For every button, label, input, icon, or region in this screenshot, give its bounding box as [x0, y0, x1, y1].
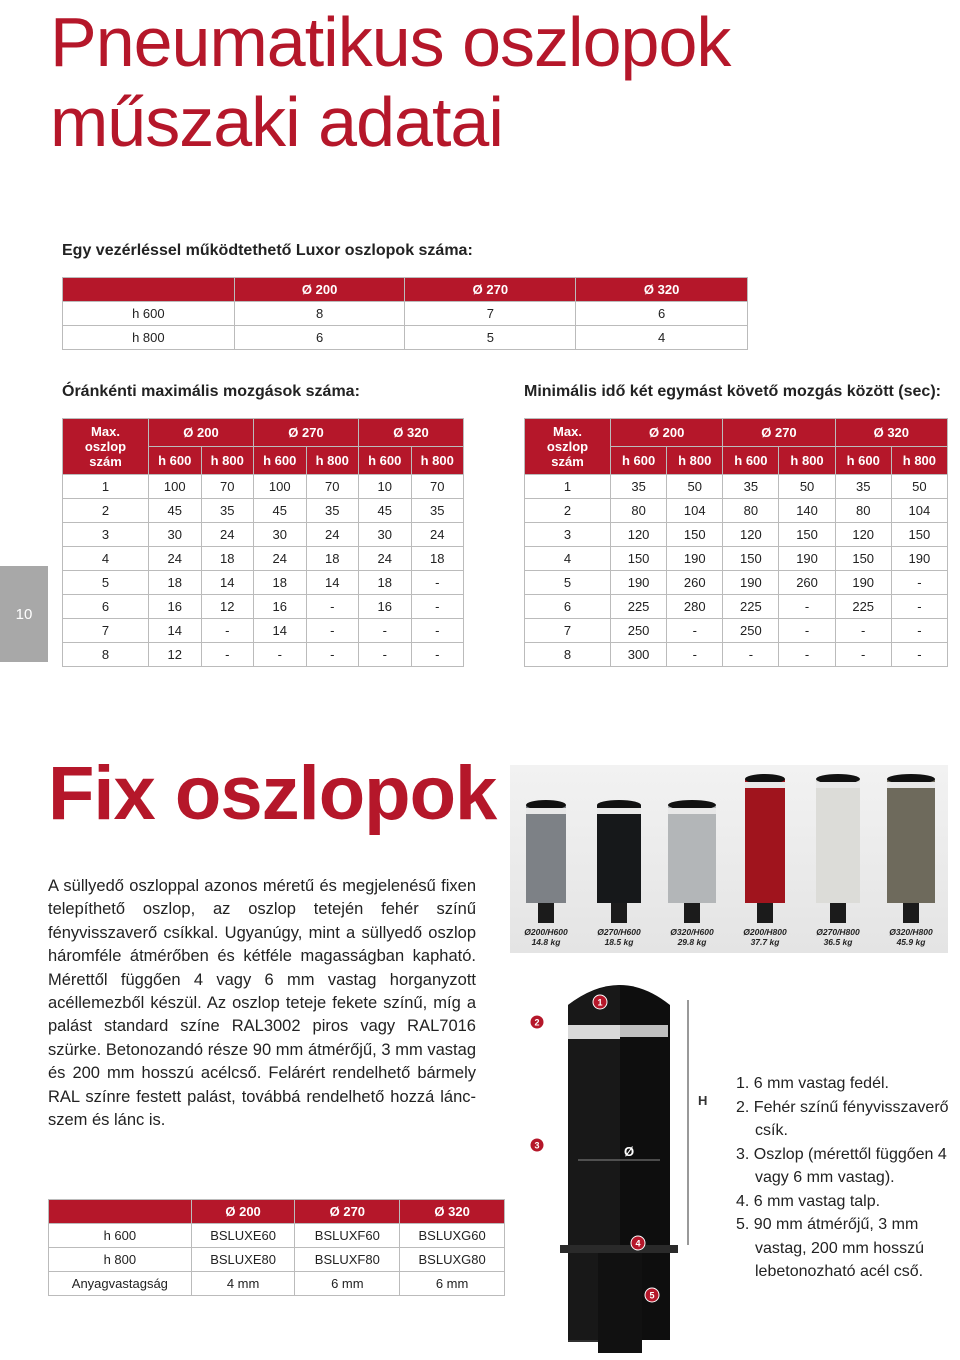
- table-cell: 6: [234, 326, 405, 350]
- bollard-model-3: [668, 800, 716, 947]
- table-cell: 225: [835, 595, 891, 619]
- bollard-cutaway-diagram: [520, 970, 730, 1355]
- table-cell: 5: [405, 326, 576, 350]
- table-cell: 8: [525, 643, 611, 667]
- table-cell: 35: [611, 475, 667, 499]
- height-header: h 800: [891, 447, 947, 475]
- table-row: [525, 547, 948, 571]
- table-cell: 24: [149, 547, 202, 571]
- table-cell: 120: [723, 523, 779, 547]
- bollard-model-4: [743, 774, 787, 947]
- list-item: 4. 6 mm vastag talp.: [736, 1192, 881, 1210]
- weight-label: 37.7 kg: [750, 937, 780, 947]
- table-cell: 3: [63, 523, 149, 547]
- table-cell: 150: [835, 547, 891, 571]
- corner-line: oszlop: [84, 439, 127, 454]
- header-cell: Ø 200: [191, 1200, 295, 1224]
- table-row: [525, 619, 948, 643]
- table-cell: 225: [611, 595, 667, 619]
- table-row: [63, 643, 464, 667]
- table-cell: 5: [63, 571, 149, 595]
- anchor-pipe: [538, 903, 554, 923]
- weight-label: 36.5 kg: [823, 937, 853, 947]
- table-cell: 7: [525, 619, 611, 643]
- table-cell: 3: [525, 523, 611, 547]
- weight-label: 14.8 kg: [531, 937, 561, 947]
- min-interval-table: [524, 418, 948, 667]
- bollard-models-image: [510, 765, 948, 953]
- page-title-line-1: Pneumatikus oszlopok: [50, 3, 731, 81]
- model-label: Ø200/H600: [524, 927, 568, 937]
- corner-line: szám: [89, 454, 122, 469]
- table-header-row: [525, 419, 948, 447]
- corner-header: [63, 419, 149, 475]
- table-cell: -: [359, 619, 412, 643]
- page-number: 10: [15, 605, 33, 623]
- page-title: [50, 2, 730, 162]
- reflective-stripe: [887, 782, 935, 788]
- marker-1-label: 1: [597, 997, 603, 1008]
- weight-label: 18.5 kg: [604, 937, 634, 947]
- marker-4: [631, 1236, 645, 1250]
- diameter-header: Ø 270: [254, 419, 359, 447]
- table-cell: 6 mm: [400, 1272, 505, 1296]
- table-cell: Anyagvastagság: [49, 1272, 192, 1296]
- table-cell: 140: [779, 499, 835, 523]
- reflective-stripe: [668, 808, 716, 814]
- table-row: [49, 1248, 505, 1272]
- reflective-stripe: [745, 782, 785, 788]
- table-cell: 18: [254, 571, 307, 595]
- height-header: h 800: [306, 447, 359, 475]
- table-row: [63, 326, 748, 350]
- table-cell: BSLUXG60: [400, 1224, 505, 1248]
- table-row: [525, 643, 948, 667]
- table-row: [63, 475, 464, 499]
- header-cell: Ø 270: [405, 278, 576, 302]
- table-cell: 50: [891, 475, 947, 499]
- table-cell: 50: [667, 475, 723, 499]
- table2-heading: Óránkénti maximális mozgások száma:: [62, 383, 360, 400]
- table-row: [63, 499, 464, 523]
- table-cell: 1: [525, 475, 611, 499]
- bollard-body: [526, 805, 566, 903]
- table-cell: 12: [149, 643, 202, 667]
- table1-heading: Egy vezérléssel működtethető Luxor oszlopok száma:: [62, 242, 473, 259]
- header-cell: Ø 200: [234, 278, 405, 302]
- table-cell: 150: [611, 547, 667, 571]
- table-cell: 16: [149, 595, 202, 619]
- table-row: [525, 523, 948, 547]
- model-label: Ø320/H800: [889, 927, 933, 937]
- table-cell: BSLUXE60: [191, 1224, 295, 1248]
- table-cell: 14: [306, 571, 359, 595]
- list-item: 2. Fehér színű fényvisszaverő csík.: [736, 1098, 949, 1139]
- marker-5-label: 5: [649, 1290, 655, 1301]
- model-label: Ø270/H600: [597, 927, 641, 937]
- table-cell: 16: [359, 595, 412, 619]
- table-cell: 4: [576, 326, 748, 350]
- table-cell: 18: [359, 571, 412, 595]
- table-cell: -: [411, 571, 464, 595]
- model-label: Ø200/H800: [743, 927, 787, 937]
- table-cell: 4 mm: [191, 1272, 295, 1296]
- fix-description: A süllyedő oszloppal azonos méretű és megjelenésű fixen telepíthető oszlop, az oszlop tetején fehér színű fényvisszaverő csíkkal. Ugyanúgy, mint a süllyedő oszlop háromféle átmérőben és kétféle magasságban kapható. Mérettől függően 4 vagy 6 mm vastag horganyzott acéllemezből készül. Az oszlop teteje fekete színű, míg a palást standard színe RAL3002 piros vagy RAL7016 szürke. Betonozandó része 90 mm átmérőjű, 3 mm vastag és 200 mm hosszú acélcső. Felárért rendelhető bármely RAL színre festett palást, továbbá rendelhető hozzá láncszem és lánc is.: [48, 877, 476, 1130]
- page-number-tab: [0, 566, 48, 662]
- table-cell: 100: [254, 475, 307, 499]
- marker-5: [645, 1288, 659, 1302]
- table-cell: -: [891, 595, 947, 619]
- height-header: h 600: [835, 447, 891, 475]
- marker-3: [530, 1138, 544, 1152]
- table-cell: 120: [835, 523, 891, 547]
- marker-4-label: 4: [635, 1238, 641, 1249]
- bollard-body: [816, 779, 860, 903]
- table-header-row: [63, 278, 748, 302]
- table-cell: -: [306, 619, 359, 643]
- table-cell: 35: [723, 475, 779, 499]
- anchor-tube: [598, 1253, 642, 1353]
- table-cell: 260: [667, 571, 723, 595]
- table-cell: 24: [411, 523, 464, 547]
- table-cell: -: [306, 643, 359, 667]
- table-cell: 14: [149, 619, 202, 643]
- header-cell: Ø 320: [400, 1200, 505, 1224]
- height-label: H: [698, 1093, 708, 1108]
- stripe-outer: [620, 1025, 668, 1037]
- table-row: [525, 475, 948, 499]
- corner-line: Max.: [553, 424, 582, 439]
- height-header: h 600: [611, 447, 667, 475]
- table-cell: 104: [891, 499, 947, 523]
- height-header: h 600: [723, 447, 779, 475]
- table-cell: 250: [611, 619, 667, 643]
- table-cell: 190: [723, 571, 779, 595]
- table-cell: BSLUXG80: [400, 1248, 505, 1272]
- table-row: [63, 619, 464, 643]
- weight-label: 29.8 kg: [677, 937, 707, 947]
- marker-3-label: 3: [534, 1140, 540, 1151]
- list-item: 5. 90 mm átmérőjű, 3 mm vastag, 200 mm hosszú lebetonozható acél cső.: [736, 1216, 924, 1280]
- table-cell: 150: [891, 523, 947, 547]
- table-cell: -: [201, 619, 254, 643]
- product-codes-table: [48, 1199, 505, 1296]
- cutaway-drawing: [520, 970, 730, 1355]
- table-row: [49, 1272, 505, 1296]
- table-cell: -: [723, 643, 779, 667]
- diameter-header: Ø 320: [835, 419, 947, 447]
- table-cell: BSLUXE80: [191, 1248, 295, 1272]
- table-cell: -: [411, 595, 464, 619]
- table-cell: 150: [667, 523, 723, 547]
- bollard-model-6: [887, 774, 935, 947]
- table-cell: -: [891, 643, 947, 667]
- table-cell: 104: [667, 499, 723, 523]
- table-cell: 16: [254, 595, 307, 619]
- reflective-stripe: [816, 782, 860, 788]
- table-cell: 30: [149, 523, 202, 547]
- anchor-pipe: [684, 903, 700, 923]
- table-cell: 50: [779, 475, 835, 499]
- table-cell: 120: [611, 523, 667, 547]
- table-cell: 2: [525, 499, 611, 523]
- bollard-body: [597, 805, 641, 903]
- table-row: [525, 499, 948, 523]
- table3-heading: Minimális idő két egymást követő mozgás között (sec):: [524, 383, 941, 400]
- table-cell: 14: [201, 571, 254, 595]
- table-cell: 150: [723, 547, 779, 571]
- height-header: h 800: [201, 447, 254, 475]
- table-cell: -: [779, 643, 835, 667]
- marker-1: [593, 995, 607, 1009]
- table-cell: 6: [63, 595, 149, 619]
- table-cell: 7: [63, 619, 149, 643]
- anchor-pipe: [830, 903, 846, 923]
- table-cell: h 800: [63, 326, 235, 350]
- table-row: [63, 595, 464, 619]
- diameter-header: Ø 270: [723, 419, 835, 447]
- table-cell: -: [359, 643, 412, 667]
- bollard-body: [887, 779, 935, 903]
- bollard-body: [745, 779, 785, 903]
- table-cell: 80: [611, 499, 667, 523]
- table-cell: 14: [254, 619, 307, 643]
- table-cell: -: [411, 643, 464, 667]
- diameter-label: Ø: [624, 1144, 635, 1159]
- table-cell: 150: [779, 523, 835, 547]
- diameter-header: Ø 320: [359, 419, 464, 447]
- header-cell: [49, 1200, 192, 1224]
- table-cell: -: [835, 619, 891, 643]
- bollard-model-2: [597, 800, 641, 947]
- table-cell: 5: [525, 571, 611, 595]
- table-cell: -: [667, 643, 723, 667]
- table-header-row: [63, 419, 464, 447]
- table-cell: 7: [405, 302, 576, 326]
- table-cell: h 600: [49, 1224, 192, 1248]
- table-cell: -: [667, 619, 723, 643]
- anchor-pipe: [757, 903, 773, 923]
- header-cell: Ø 320: [576, 278, 748, 302]
- height-header: h 800: [667, 447, 723, 475]
- table-cell: 70: [306, 475, 359, 499]
- reflective-stripe: [568, 1025, 620, 1039]
- corner-header: [525, 419, 611, 475]
- table-cell: -: [891, 571, 947, 595]
- table-cell: 24: [306, 523, 359, 547]
- table-cell: 10: [359, 475, 412, 499]
- table-cell: 190: [779, 547, 835, 571]
- table-cell: 6: [576, 302, 748, 326]
- height-header: h 800: [411, 447, 464, 475]
- table-cell: -: [306, 595, 359, 619]
- table-row: [63, 523, 464, 547]
- anchor-pipe: [611, 903, 627, 923]
- table-cell: 35: [201, 499, 254, 523]
- table-cell: h 600: [63, 302, 235, 326]
- parts-list: [736, 1072, 960, 1284]
- height-header: h 600: [254, 447, 307, 475]
- list-item: 3. Oszlop (mérettől függően 4 vagy 6 mm vastag).: [736, 1145, 947, 1186]
- table-cell: 4: [525, 547, 611, 571]
- table-cell: 45: [149, 499, 202, 523]
- model-label: Ø320/H600: [670, 927, 714, 937]
- bollard-model-1: [524, 800, 568, 947]
- table-cell: 4: [63, 547, 149, 571]
- table-cell: 260: [779, 571, 835, 595]
- table-cell: -: [254, 643, 307, 667]
- marker-2-label: 2: [534, 1017, 540, 1028]
- base-plate: [560, 1245, 678, 1253]
- table-row: [63, 302, 748, 326]
- bollard-model-5: [816, 774, 860, 947]
- marker-2: [530, 1015, 544, 1029]
- table-cell: 6: [525, 595, 611, 619]
- page-title-line-2: műszaki adatai: [50, 83, 503, 161]
- table-cell: 18: [306, 547, 359, 571]
- table-cell: 190: [891, 547, 947, 571]
- table-cell: 190: [835, 571, 891, 595]
- table-cell: -: [779, 619, 835, 643]
- table-cell: -: [891, 619, 947, 643]
- table-cell: 190: [611, 571, 667, 595]
- reflective-stripe: [526, 808, 566, 814]
- table-row: [63, 547, 464, 571]
- table-cell: 100: [149, 475, 202, 499]
- table-cell: 35: [306, 499, 359, 523]
- table-cell: -: [201, 643, 254, 667]
- table-cell: 35: [411, 499, 464, 523]
- diameter-header: Ø 200: [611, 419, 723, 447]
- header-cell: [63, 278, 235, 302]
- height-header: h 800: [779, 447, 835, 475]
- table-cell: 24: [201, 523, 254, 547]
- table-cell: 30: [254, 523, 307, 547]
- table-row: [63, 571, 464, 595]
- table-cell: BSLUXF80: [295, 1248, 400, 1272]
- reflective-stripe: [597, 808, 641, 814]
- weight-label: 45.9 kg: [896, 937, 926, 947]
- bollard-body: [668, 805, 716, 903]
- luxor-count-table: [62, 277, 748, 350]
- max-movements-table: [62, 418, 464, 667]
- table-row: [525, 595, 948, 619]
- table-cell: 70: [201, 475, 254, 499]
- table-cell: 280: [667, 595, 723, 619]
- table-cell: -: [779, 595, 835, 619]
- table-cell: 24: [254, 547, 307, 571]
- table-cell: 18: [201, 547, 254, 571]
- corner-line: szám: [551, 454, 584, 469]
- table-cell: h 800: [49, 1248, 192, 1272]
- table-cell: 80: [723, 499, 779, 523]
- height-header: h 600: [149, 447, 202, 475]
- table-cell: 45: [359, 499, 412, 523]
- corner-line: Max.: [91, 424, 120, 439]
- table-cell: 18: [149, 571, 202, 595]
- table-cell: -: [411, 619, 464, 643]
- table-cell: 225: [723, 595, 779, 619]
- table-cell: 190: [667, 547, 723, 571]
- table-cell: 80: [835, 499, 891, 523]
- table-cell: 2: [63, 499, 149, 523]
- model-label: Ø270/H800: [816, 927, 860, 937]
- table-cell: 250: [723, 619, 779, 643]
- corner-line: oszlop: [546, 439, 589, 454]
- table-cell: 300: [611, 643, 667, 667]
- table-cell: 70: [411, 475, 464, 499]
- anchor-pipe: [903, 903, 919, 923]
- table-cell: 18: [411, 547, 464, 571]
- table-header-row: [49, 1200, 505, 1224]
- height-header: h 600: [359, 447, 412, 475]
- table-cell: -: [835, 643, 891, 667]
- header-cell: Ø 270: [295, 1200, 400, 1224]
- table-cell: 1: [63, 475, 149, 499]
- table-cell: BSLUXF60: [295, 1224, 400, 1248]
- table-cell: 12: [201, 595, 254, 619]
- fixed-bollards-photo: [510, 765, 948, 953]
- table-cell: 8: [63, 643, 149, 667]
- table-cell: 6 mm: [295, 1272, 400, 1296]
- fix-section-title: Fix oszlopok: [48, 751, 497, 836]
- diameter-header: Ø 200: [149, 419, 254, 447]
- table-cell: 8: [234, 302, 405, 326]
- table-cell: 35: [835, 475, 891, 499]
- table-cell: 24: [359, 547, 412, 571]
- table-row: [49, 1224, 505, 1248]
- table-cell: 30: [359, 523, 412, 547]
- list-item: 1. 6 mm vastag fedél.: [736, 1075, 889, 1092]
- table-cell: 45: [254, 499, 307, 523]
- table-row: [525, 571, 948, 595]
